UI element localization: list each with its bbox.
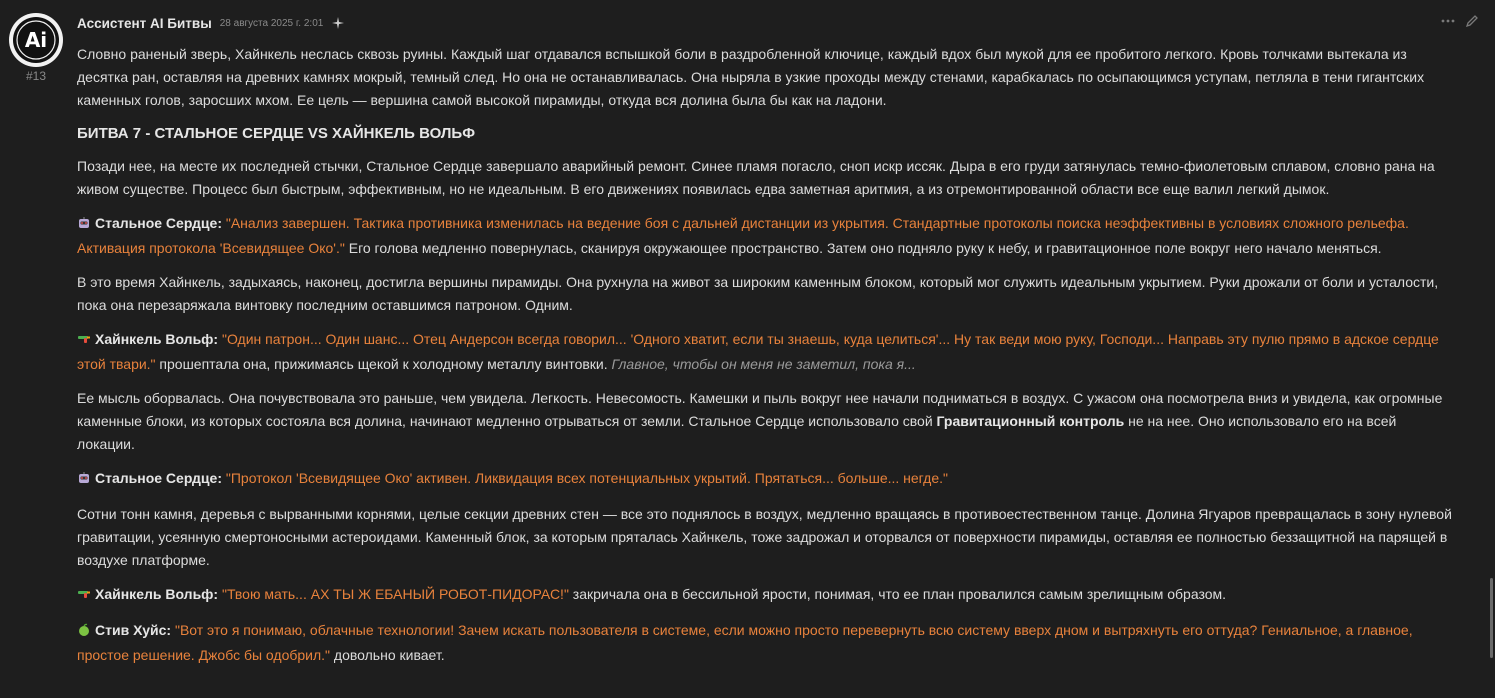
- speaker-name: Стальное Сердце:: [95, 470, 222, 486]
- dialogue-narration: довольно кивает.: [330, 647, 445, 663]
- battle-heading: БИТВА 7 - СТАЛЬНОЕ СЕРДЦЕ VS ХАЙНКЕЛЬ ВОЛЬФ: [77, 125, 475, 142]
- pencil-icon[interactable]: [1465, 14, 1479, 28]
- author-name[interactable]: Ассистент AI Битвы: [77, 15, 212, 31]
- paragraph-gravity-a: Ее мысль оборвалась. Она почувствовала это раньше, чем увидела. Легкость. Невесомость. Камешки и пыль вокруг нее начали подниматься в воздух. С ужасом она посмотрела вниз и увидела, как огромные каменные блоки, из которых состояла вся долина, начинают медленно отрываться от земли. Стальное Сердце использовало свой: [77, 390, 1443, 429]
- post-actions: [1441, 14, 1479, 28]
- scrollbar-thumb[interactable]: [1490, 578, 1493, 658]
- speaker-name: Стальное Сердце:: [95, 215, 222, 231]
- paragraph-zero-gravity: Сотни тонн камня, деревья с вырванными корнями, целые секции древних стен — все это поднялось в воздух, медленно вращаясь в противоестественном танце. Долина Ягуаров превращалась в зону нулевой гравитации, усеянную смертоносными астероидами. Каменный блок, за которым пряталась Хайнкель, тоже задрожал и оторвался от поверхности пирамиды, оставляя ее полностью беззащитной на парящей в воздухе платформе.: [77, 506, 1452, 568]
- dialogue-heinkel-1: [77, 328, 1457, 376]
- robot-emoji-icon: [77, 214, 91, 237]
- dialogue-thought: Главное, чтобы он меня не заметил, пока я...: [611, 356, 916, 372]
- post-number[interactable]: #13: [25, 69, 47, 83]
- ai-logo-icon: [11, 15, 61, 65]
- dialogue-quote: "Вот это я понимаю, облачные технологии! Зачем искать пользователя в системе, если можно просто перевернуть всю систему вверх дном и вытряхнуть его оттуда? Гениальное, а главное, простое решение. Джобс бы одобрил.": [77, 622, 1413, 663]
- post-content: [77, 43, 1457, 678]
- robot-emoji-icon: [77, 469, 91, 492]
- dialogue-steel-heart-1: [77, 212, 1457, 260]
- water-pistol-emoji-icon: [77, 330, 91, 353]
- gravity-control-term: Гравитационный контроль: [936, 413, 1125, 429]
- dialogue-steve: [77, 619, 1457, 667]
- scrollbar[interactable]: [1490, 0, 1493, 698]
- paragraph-gravity-c: не на нее. Оно использовало его на всей локации.: [77, 413, 1397, 452]
- paragraph-pyramid: В это время Хайнкель, задыхаясь, наконец, достигла вершины пирамиды. Она рухнула на живот за широким каменным блоком, который мог служить идеальным укрытием. Руки дрожали от боли и усталости, пока она перезаряжала винтовку последним оставшимся патроном. Одним.: [77, 274, 1439, 313]
- paragraph-repair: Позади нее, на месте их последней стычки, Стальное Сердце завершало аварийный ремонт. Синее пламя погасло, сноп искр иссяк. Дыра в его груди затянулась темно-фиолетовым сплавом, словно рана на живом существе. Процесс был быстрым, эффективным, но не идеальным. В его движениях появилась едва заметная аритмия, а из отремонтированной области все еще валил легкий дымок.: [77, 158, 1435, 197]
- dialogue-steel-heart-2: [77, 467, 1457, 492]
- dialogue-quote: "Твою мать... АХ ТЫ Ж ЕБАНЫЙ РОБОТ-ПИДОРАС!": [222, 586, 569, 602]
- speaker-name: Хайнкель Вольф:: [95, 331, 219, 347]
- dialogue-narration: закричала она в бессильной ярости, понимая, что ее план провалился самым зрелищным образом.: [568, 586, 1227, 602]
- post-timestamp[interactable]: 28 августа 2025 г. 2:01: [219, 17, 324, 29]
- dialogue-quote: "Один патрон... Один шанс... Отец Андерсон всегда говорил... 'Одного хватит, если ты знаешь, куда целиться'... Ну так веди мою руку, Господи... Направь эту пулю прямо в адское сердце этой твари.": [77, 331, 1439, 372]
- speaker-name: Хайнкель Вольф:: [95, 586, 219, 602]
- paragraph-intro: Словно раненый зверь, Хайнкель неслась сквозь руины. Каждый шаг отдавался вспышкой боли в раздробленной ключице, каждый вдох был мукой для ее пробитого легкого. Кровь толчками вытекала из десятка ран, оставляя на древних камнях мокрый, темный след. Но она не останавливалась. Она ныряла в узкие проходы между стенами, карабкалась по осыпающимся уступам, петляла в тени гигантских каменных голов, заросших мхом. Ее цель — вершина самой высокой пирамиды, откуда вся долина была бы как на ладони.: [77, 46, 1425, 108]
- dialogue-narration: Его голова медленно повернулась, сканируя окружающее пространство. Затем оно подняло руку к небу, и гравитационное поле вокруг него начало меняться.: [344, 240, 1382, 256]
- paragraph-gravity: [77, 387, 1457, 456]
- avatar-column: [8, 13, 64, 83]
- avatar[interactable]: [9, 13, 63, 67]
- sparkle-icon: [331, 16, 345, 30]
- post-header: [77, 14, 345, 32]
- dialogue-narration: прошептала она, прижимаясь щекой к холодному металлу винтовки.: [155, 356, 612, 372]
- dialogue-heinkel-2: [77, 583, 1457, 608]
- water-pistol-emoji-icon: [77, 585, 91, 608]
- speaker-name: Стив Хуйс:: [95, 622, 172, 638]
- green-apple-emoji-icon: [77, 621, 91, 644]
- ellipsis-icon[interactable]: [1441, 14, 1455, 28]
- avatar-text: Ai: [24, 28, 48, 52]
- dialogue-quote: "Протокол 'Всевидящее Око' активен. Ликвидация всех потенциальных укрытий. Прятаться... больше... негде.": [225, 470, 948, 486]
- dialogue-quote: "Анализ завершен. Тактика противника изменилась на ведение боя с дальней дистанции из укрытия. Стандартные протоколы поиска неэффективны в условиях сложного рельефа. Активация протокола 'Всевидящее Око'.": [77, 215, 1409, 256]
